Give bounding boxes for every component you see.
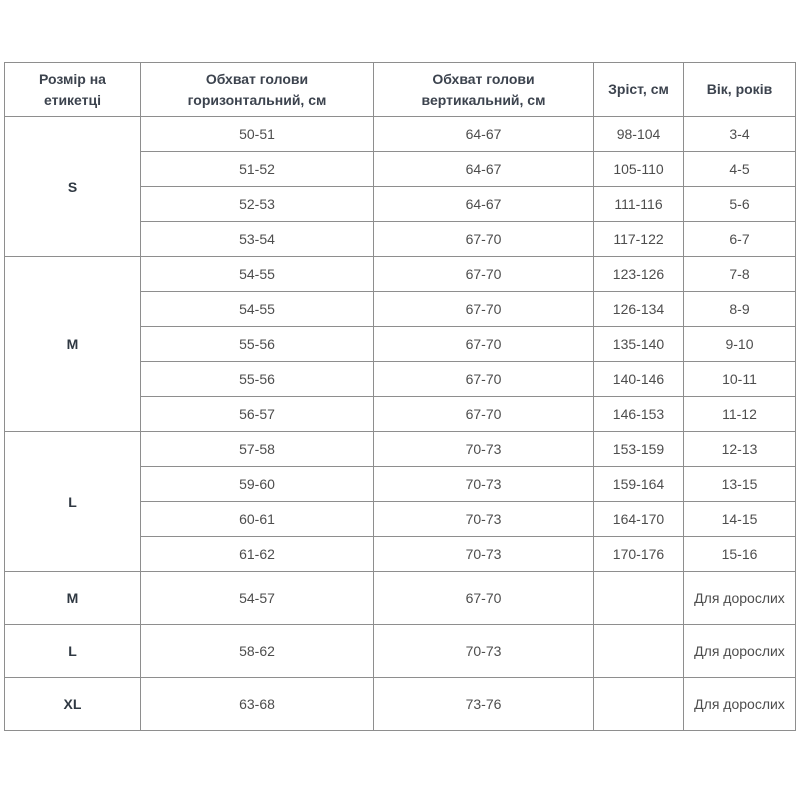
cell-age: 4-5	[684, 152, 796, 187]
cell-vertical: 67-70	[374, 257, 594, 292]
cell-age: 9-10	[684, 327, 796, 362]
cell-vertical: 64-67	[374, 117, 594, 152]
cell-horizontal: 50-51	[141, 117, 374, 152]
header-height: Зріст, см	[594, 63, 684, 117]
cell-age: Для дорослих	[684, 572, 796, 625]
table-body	[5, 117, 796, 731]
cell-horizontal: 61-62	[141, 537, 374, 572]
cell-height	[594, 678, 684, 731]
cell-height: 164-170	[594, 502, 684, 537]
cell-height	[594, 625, 684, 678]
cell-age: 10-11	[684, 362, 796, 397]
cell-vertical: 67-70	[374, 292, 594, 327]
size-label-m: M	[5, 257, 141, 432]
cell-age: 15-16	[684, 537, 796, 572]
size-label-m-adult: M	[5, 572, 141, 625]
size-chart-container	[4, 62, 796, 731]
cell-vertical: 64-67	[374, 187, 594, 222]
cell-vertical: 70-73	[374, 625, 594, 678]
cell-height: 135-140	[594, 327, 684, 362]
cell-horizontal: 56-57	[141, 397, 374, 432]
table-row	[5, 117, 796, 152]
cell-age: 6-7	[684, 222, 796, 257]
cell-horizontal: 55-56	[141, 327, 374, 362]
cell-height: 98-104	[594, 117, 684, 152]
cell-horizontal: 54-55	[141, 292, 374, 327]
cell-horizontal: 52-53	[141, 187, 374, 222]
cell-age: 11-12	[684, 397, 796, 432]
cell-horizontal: 63-68	[141, 678, 374, 731]
cell-age: Для дорослих	[684, 625, 796, 678]
cell-vertical: 67-70	[374, 222, 594, 257]
cell-age: 12-13	[684, 432, 796, 467]
cell-vertical: 70-73	[374, 537, 594, 572]
cell-height: 117-122	[594, 222, 684, 257]
table-row	[5, 257, 796, 292]
table-header	[5, 63, 796, 117]
cell-horizontal: 51-52	[141, 152, 374, 187]
cell-vertical: 67-70	[374, 572, 594, 625]
cell-height: 111-116	[594, 187, 684, 222]
size-label-xl-adult: XL	[5, 678, 141, 731]
cell-height: 159-164	[594, 467, 684, 502]
cell-vertical: 70-73	[374, 467, 594, 502]
cell-age: 13-15	[684, 467, 796, 502]
table-row	[5, 625, 796, 678]
cell-age: 7-8	[684, 257, 796, 292]
size-chart-table	[4, 62, 796, 731]
cell-vertical: 70-73	[374, 432, 594, 467]
table-row	[5, 678, 796, 731]
header-size-label: Розмір на етикетці	[5, 63, 141, 117]
header-row	[5, 63, 796, 117]
cell-height: 146-153	[594, 397, 684, 432]
table-row	[5, 432, 796, 467]
cell-horizontal: 54-55	[141, 257, 374, 292]
cell-horizontal: 59-60	[141, 467, 374, 502]
cell-horizontal: 60-61	[141, 502, 374, 537]
cell-height	[594, 572, 684, 625]
cell-horizontal: 58-62	[141, 625, 374, 678]
cell-vertical: 67-70	[374, 327, 594, 362]
cell-horizontal: 55-56	[141, 362, 374, 397]
cell-age: Для дорослих	[684, 678, 796, 731]
cell-vertical: 64-67	[374, 152, 594, 187]
cell-height: 140-146	[594, 362, 684, 397]
size-label-s: S	[5, 117, 141, 257]
size-label-l: L	[5, 432, 141, 572]
header-age: Вік, років	[684, 63, 796, 117]
cell-height: 123-126	[594, 257, 684, 292]
cell-height: 126-134	[594, 292, 684, 327]
size-label-l-adult: L	[5, 625, 141, 678]
cell-age: 8-9	[684, 292, 796, 327]
cell-age: 14-15	[684, 502, 796, 537]
cell-vertical: 70-73	[374, 502, 594, 537]
cell-horizontal: 54-57	[141, 572, 374, 625]
cell-vertical: 67-70	[374, 362, 594, 397]
cell-height: 105-110	[594, 152, 684, 187]
table-row	[5, 572, 796, 625]
cell-horizontal: 53-54	[141, 222, 374, 257]
cell-height: 170-176	[594, 537, 684, 572]
cell-age: 3-4	[684, 117, 796, 152]
header-vertical-circumference: Обхват голови вертикальний, см	[374, 63, 594, 117]
cell-vertical: 73-76	[374, 678, 594, 731]
cell-height: 153-159	[594, 432, 684, 467]
header-horizontal-circumference: Обхват голови горизонтальний, см	[141, 63, 374, 117]
cell-age: 5-6	[684, 187, 796, 222]
cell-vertical: 67-70	[374, 397, 594, 432]
cell-horizontal: 57-58	[141, 432, 374, 467]
